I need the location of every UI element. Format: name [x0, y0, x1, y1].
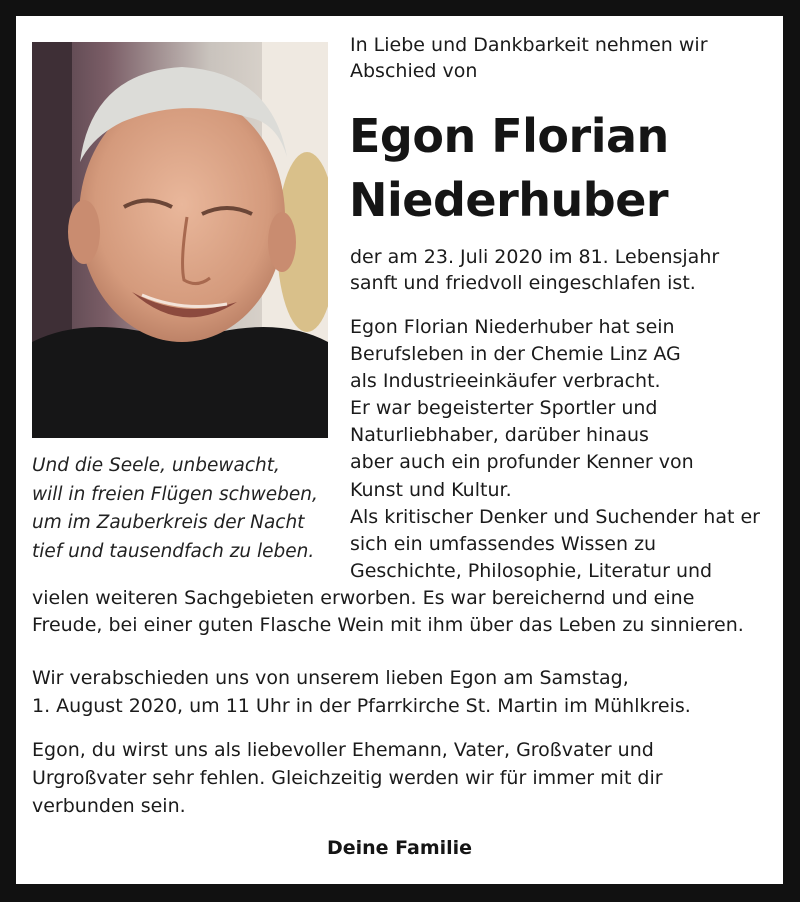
farewell-line: Urgroßvater sehr fehlen. Gleichzeitig werden wir für immer mit dir	[32, 767, 663, 789]
deceased-surname: Niederhuber	[349, 173, 669, 227]
farewell-message	[32, 736, 772, 820]
obituary-card	[16, 16, 783, 884]
biography-line: Naturliebhaber, darüber hinaus	[350, 424, 649, 447]
poem-line: um im Zauberkreis der Nacht	[32, 512, 305, 533]
funeral-line: 1. August 2020, um 11 Uhr in der Pfarrkirche St. Martin im Mühlkreis.	[32, 695, 691, 717]
poem	[32, 452, 352, 566]
farewell-line: Egon, du wirst uns als liebevoller Ehemann, Vater, Großvater und	[32, 739, 654, 761]
intro-text	[350, 32, 770, 84]
intro-line: Abschied von	[350, 60, 478, 82]
biography-line: als Industrieeinkäufer verbracht.	[350, 370, 661, 393]
biography-line: Freude, bei einer guten Flasche Wein mit ihm über das Leben zu sinnieren.	[32, 614, 744, 637]
farewell-line: verbunden sein.	[32, 795, 186, 817]
funeral-announcement	[32, 664, 772, 720]
deceased-name	[349, 104, 769, 232]
biography-line: sich ein umfassendes Wissen zu	[350, 532, 657, 555]
biography-line: Berufsleben in der Chemie Linz AG	[350, 343, 681, 366]
intro-line: In Liebe und Dankbarkeit nehmen wir	[350, 34, 708, 56]
biography-line: Als kritischer Denker und Suchender hat er	[350, 505, 760, 528]
poem-line: will in freien Flügen schweben,	[32, 483, 318, 505]
funeral-line: Wir verabschieden uns von unserem lieben Egon am Samstag,	[32, 667, 629, 689]
portrait-photo	[32, 42, 328, 438]
biography-line: aber auch ein profunder Kenner von	[350, 451, 694, 474]
death-notice	[350, 244, 770, 296]
poem-line: tief und tausendfach zu leben.	[32, 540, 315, 562]
biography-line: Geschichte, Philosophie, Literatur und	[350, 559, 713, 582]
death-notice-line: sanft und friedvoll eingeschlafen ist.	[350, 272, 696, 294]
deceased-first-names: Egon Florian	[349, 109, 669, 163]
biography-line: Er war begeisterter Sportler und	[350, 397, 658, 420]
death-notice-line: der am 23. Juli 2020 im 81. Lebensjahr	[350, 246, 720, 268]
family-signature: Deine Familie	[326, 837, 473, 859]
biography-line: Egon Florian Niederhuber hat sein	[350, 316, 675, 338]
poem-line: Und die Seele, unbewacht,	[32, 455, 280, 476]
biography-line: vielen weiteren Sachgebieten erworben. Es war bereichernd und eine	[32, 586, 695, 609]
portrait-illustration	[32, 42, 328, 438]
biography-line: Kunst und Kultur.	[350, 478, 512, 501]
